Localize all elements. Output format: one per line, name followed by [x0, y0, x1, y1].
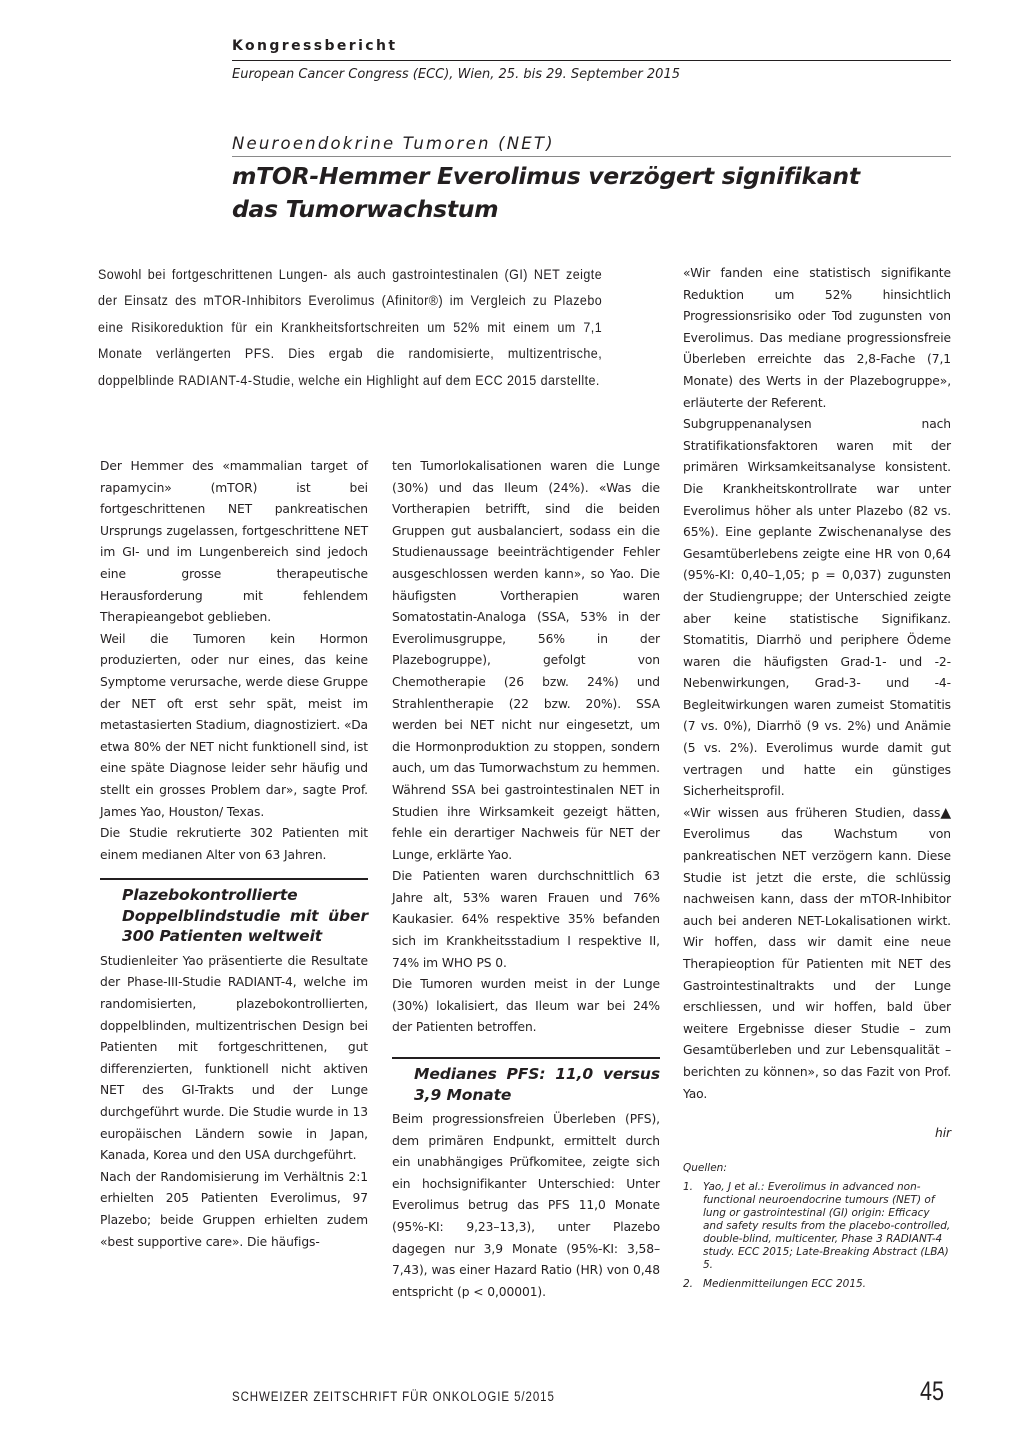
- paragraph: Studienleiter Yao präsentierte die Resultate der Phase-III-Studie RADIANT-4, welche im randomisierten, plazebokontrollierten, doppelblinden, multizentrischen Design bei Patienten mit fortgeschrittenen, gut differenzierten, funktionell nicht aktiven NET des GI-Trakts und der Lunge durchgeführt wurde. Die Studie wurde in 13 europäischen Ländern sowie in Japan, Kanada, Korea und den USA durchgeführt.: [100, 953, 368, 1163]
- reference-item: [683, 1181, 951, 1272]
- reference-number: 1.: [683, 1181, 694, 1193]
- paragraph: Die Tumoren wurden meist in der Lunge (30%) lokalisiert, das Ileum war bei 24% der Patienten betroffen.: [392, 977, 660, 1035]
- body-column-1: [100, 456, 368, 1253]
- paragraph: Weil die Tumoren kein Hormon produzierten, oder nur eines, das keine Symptome verursache, werde diese Gruppe der NET oft erst sehr spät, meist im metastasierten Stadium, diagnostiziert. «Da etwa 80% der NET nicht funktionell sind, ist eine späte Diagnose leider sehr häufig und stellt ein grosses Problem dar», sagte Prof. James Yao, Houston/ Texas.: [100, 631, 368, 819]
- subheading: Medianes PFS: 11,0 versus 3,9 Monate: [392, 1057, 660, 1105]
- paragraph: Subgruppenanalysen nach Stratifikationsfaktoren waren mit der primären Wirksamkeitsanalyse konsistent. Die Krankheitskontrollrate war unter Everolimus höher als unter Plazebo (82 vs. 65%). Eine geplante Zwischenanalyse des Gesamtüberlebens zeigte eine HR von 0,64 (95%-KI: 0,40–1,05; p = 0,037) zugunsten der Studiengruppe; der Unterschied zeigte aber keine statistische Signifikanz. Stomatitis, Diarrhö und periphere Ödeme waren die häufigsten Grad-1- und -2-Nebenwirkungen, Grad-3- und -4-Begleitwirkungen waren zumeist Stomatitis (7 vs. 0%), Diarrhö (9 vs. 2%) und Anämie (5 vs. 2%). Everolimus wurde damit gut vertragen und hatte ein günstiges Sicherheitsprofil.: [683, 417, 951, 799]
- headline-line-1: mTOR-Hemmer Everolimus verzögert signifikant: [232, 162, 860, 190]
- paragraph: [683, 803, 951, 1105]
- paragraph: Der Hemmer des «mammalian target of rapamycin» (mTOR) ist bei fortgeschrittenen NET pankreatischen Ursprungs zugelassen, fortgeschrittene NET im GI- und im Lungenbereich sind jedoch eine grosse therapeutische Herausforderung mit fehlendem Therapieangebot geblieben.: [100, 459, 368, 625]
- end-mark-icon: ▲: [940, 804, 951, 821]
- paragraph: Nach der Randomisierung im Verhältnis 2:1 erhielten 205 Patienten Everolimus, 97 Plazebo; beide Gruppen erhielten zudem «best supportive care». Die häufigs-: [100, 1169, 368, 1249]
- body-column-3: [683, 263, 951, 1145]
- article-headline: [232, 160, 932, 226]
- section-label: Kongressbericht: [232, 38, 398, 54]
- congress-line: European Cancer Congress (ECC), Wien, 25. bis 29. September 2015: [232, 67, 680, 82]
- paragraph-text: «Wir wissen aus früheren Studien, dass Everolimus das Wachstum von pankreatischen NET verzögern kann. Diese Studie ist jetzt die erste, die schlüssig nachweisen kann, dass der mTOR-Inhibitor auch bei anderen NET-Lokalisationen wirkt. Wir hoffen, dass wir damit eine neue Therapieoption für Patienten mit NET des Gastrointestinaltrakts und der Lunge erschliessen, und wir hoffen, bald über weitere Ergebnisse dieser Studie – zum Gesamtüberleben und zur Lebensqualität – berichten zu können», so das Fazit von Prof. Yao.: [683, 805, 951, 1101]
- body-column-2: [392, 456, 660, 1303]
- reference-text: Yao, J et al.: Everolimus in advanced non-functional neuroendocrine tumours (NET) of lung or gastrointestinal (GI) origin: Efficacy and safety results from the placebo-controlled, double-blind, multicenter, Phase 3 RADIANT-4 study. ECC 2015; Late-Breaking Abstract (LBA) 5.: [703, 1181, 951, 1271]
- author-initials: hir: [935, 1126, 951, 1141]
- headline-line-2: das Tumorwachstum: [232, 195, 499, 223]
- subheading: Plazebokontrollierte Doppelblindstudie mit über 300 Patienten weltweit: [100, 878, 368, 947]
- sources-title: Quellen:: [683, 1162, 727, 1174]
- paragraph: ten Tumorlokalisationen waren die Lunge (30%) und das Ileum (24%). «Was die Vortherapien betrifft, sind die beiden Gruppen gut ausbalanciert, sodass ein die Studienaussage beeinträchtigender Fehler ausgeschlossen werden kann», so Yao. Die häufigsten Vortherapien waren Somatostatin-Analoga (SSA, 53% in der Everolimusgruppe, 56% in der Plazebogruppe), gefolgt von Chemotherapie (26 bzw. 24%) und Strahlentherapie (22 bzw. 20%). SSA werden bei NET nicht nur eingesetzt, um die Hormonproduktion zu stoppen, sondern auch, um das Tumorwachstum zu hemmen. Während SSA bei gastrointestinalen NET in Studien ihre Wirksamkeit gezeigt hätten, fehle ein derartiger Nachweis für NET der Lunge, erklärte Yao.: [392, 459, 660, 862]
- paragraph: Die Studie rekrutierte 302 Patienten mit einem medianen Alter von 63 Jahren.: [100, 826, 368, 862]
- paragraph: Beim progressionsfreien Überleben (PFS), dem primären Endpunkt, ermittelt durch ein unabhängiges Prüfkomitee, zeigte sich ein hochsignifikanter Unterschied: Unter Everolimus betrug das PFS 11,0 Monate (95%-KI: 9,23–13,3), unter Plazebo dagegen nur 3,9 Monate (95%-KI: 3,58–7,43), was einer Hazard Ratio (HR) von 0,48 entspricht (p < 0,00001).: [392, 1112, 660, 1299]
- paragraph: Die Patienten waren durchschnittlich 63 Jahre alt, 53% waren Frauen und 76% Kaukasier. 64% respektive 35% befanden sich im Krankheitsstadium I respektive II, 74% im WHO PS 0.: [392, 869, 660, 970]
- page-number: 45: [920, 1376, 945, 1406]
- paragraph: «Wir fanden eine statistisch signifikante Reduktion um 52% hinsichtlich Progressionsrisiko oder Tod zugunsten von Everolimus. Das mediane progressionsfreie Überleben erreichte das 2,8-Fache (7,1 Monate) des Werts in der Plazebogruppe», erläuterte der Referent.: [683, 266, 951, 410]
- reference-item: [683, 1278, 951, 1291]
- sources-block: [683, 1162, 951, 1297]
- header-rule: [232, 60, 951, 61]
- reference-number: 2.: [683, 1278, 694, 1290]
- lead-paragraph: Sowohl bei fortgeschrittenen Lungen- als auch gastrointestinalen (GI) NET zeigte der Einsatz des mTOR-Inhibitors Everolimus (Afinitor®) im Vergleich zu Plazebo eine Risikoreduktion für ein Krankheitsfortschreiten um 52% mit einem um 7,1 Monate verlängerten PFS. Dies ergab die randomisierte, multizentrische, doppelblinde RADIANT-4-Studie, welche ein Highlight auf dem ECC 2015 darstellte.: [98, 267, 603, 388]
- article-kicker: Neuroendokrine Tumoren (NET): [232, 134, 555, 153]
- kicker-rule: [232, 156, 951, 157]
- reference-text: Medienmitteilungen ECC 2015.: [703, 1278, 867, 1290]
- footer-journal-title: SCHWEIZER ZEITSCHRIFT FÜR ONKOLOGIE 5/2015: [232, 1389, 555, 1404]
